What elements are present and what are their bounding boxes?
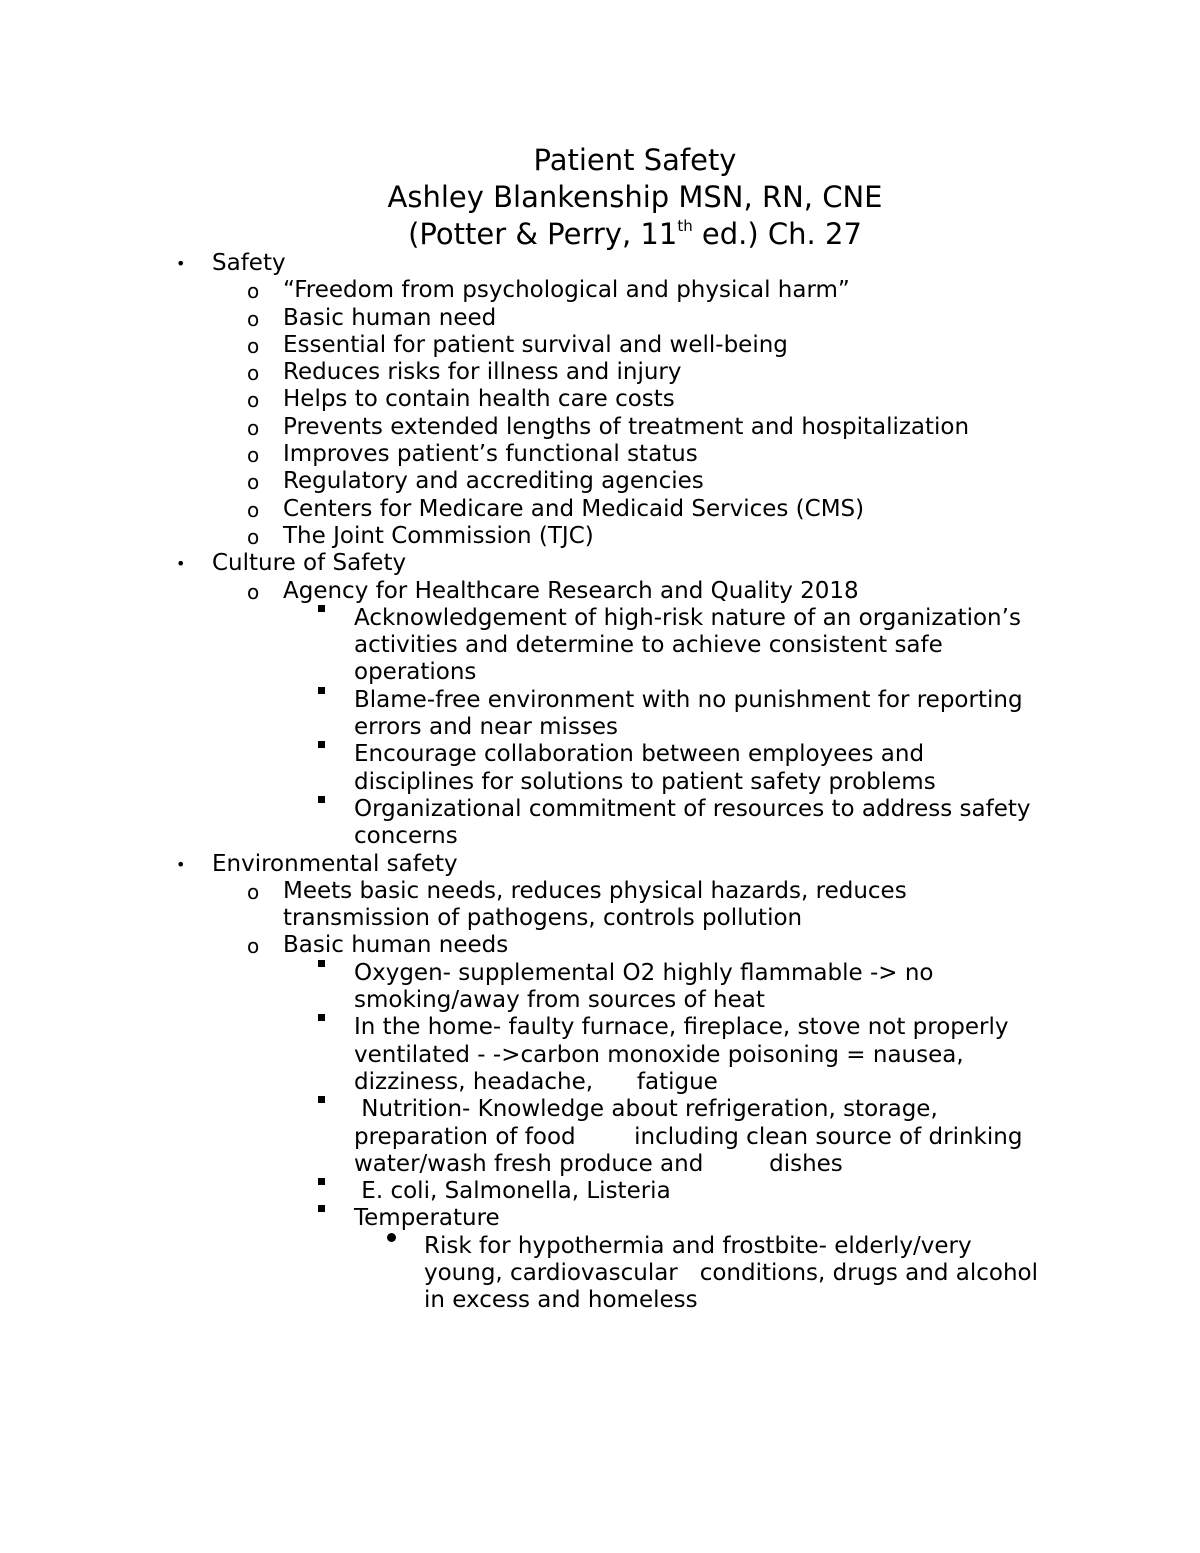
list-item: Acknowledgement of high-risk nature of an organization’s <box>0 605 1200 632</box>
list-item-continuation: smoking/away from sources of heat <box>354 987 765 1014</box>
square-marker <box>318 741 325 748</box>
list-item: Nutrition- Knowledge about refrigeration, storage, <box>0 1096 1200 1123</box>
square-marker <box>318 1096 325 1103</box>
circle-marker: o <box>247 279 260 304</box>
square-marker <box>318 1014 325 1021</box>
list-item: o Improves patient’s functional status <box>0 441 1200 468</box>
list-item: Blame-free environment with no punishment for reporting <box>0 687 1200 714</box>
list-item: Temperature <box>0 1205 1200 1232</box>
list-item: o The Joint Commission (TJC) <box>0 523 1200 550</box>
list-item: Risk for hypothermia and frostbite- elderly/very <box>0 1233 1200 1260</box>
document-header <box>0 142 1200 253</box>
list-item: Organizational commitment of resources to address safety <box>0 796 1200 823</box>
circle-marker: o <box>247 415 260 440</box>
outline-list <box>0 250 1200 1315</box>
list-item: • Environmental safety <box>176 850 458 877</box>
square-marker <box>318 796 325 803</box>
list-item: o “Freedom from psychological and physical harm” <box>0 277 1200 304</box>
list-item-continuation: preparation of food including clean source of drinking <box>354 1123 1023 1150</box>
list-item-continuation: transmission of pathogens, controls pollution <box>283 905 803 932</box>
list-item-continuation: in excess and homeless <box>424 1287 698 1314</box>
reference-line: (Potter & Perry, 11th ed.) Ch. 27 <box>408 217 862 251</box>
dot-marker <box>387 1233 396 1242</box>
bullet-marker: • <box>176 854 186 874</box>
circle-marker: o <box>247 579 260 604</box>
list-item: E. coli, Salmonella, Listeria <box>0 1178 1200 1205</box>
list-item: In the home- faulty furnace, fireplace, stove not properly <box>0 1014 1200 1041</box>
circle-marker: o <box>247 361 260 386</box>
list-item: Encourage collaboration between employees and <box>0 741 1200 768</box>
list-item: o Agency for Healthcare Research and Quality 2018 <box>0 578 1200 605</box>
list-item-continuation: operations <box>354 659 477 686</box>
superscript: th <box>677 217 693 235</box>
circle-marker: o <box>247 470 260 495</box>
list-item: o Regulatory and accrediting agencies <box>0 468 1200 495</box>
list-item-continuation: errors and near misses <box>354 714 619 741</box>
circle-marker: o <box>247 443 260 468</box>
list-item-continuation: disciplines for solutions to patient safety problems <box>354 768 936 795</box>
circle-marker: o <box>247 934 260 959</box>
list-item: o Prevents extended lengths of treatment and hospitalization <box>0 414 1200 441</box>
circle-marker: o <box>247 524 260 549</box>
square-marker <box>318 1178 325 1185</box>
page-title: Patient Safety <box>533 143 737 177</box>
author-line: Ashley Blankenship MSN, RN, CNE <box>387 180 883 214</box>
list-item: o Essential for patient survival and well-being <box>0 332 1200 359</box>
circle-marker: o <box>247 333 260 358</box>
square-marker <box>318 960 325 967</box>
square-marker <box>318 605 325 612</box>
list-item-continuation: young, cardiovascular conditions, drugs and alcohol <box>424 1259 1038 1286</box>
list-item-continuation: water/wash fresh produce and dishes <box>354 1150 843 1177</box>
list-item: • Safety <box>176 250 286 276</box>
list-item: Oxygen- supplemental O2 highly flammable -> no <box>0 960 1200 987</box>
list-item-continuation: dizziness, headache, fatigue <box>354 1068 718 1095</box>
circle-marker: o <box>247 879 260 904</box>
list-item: o Centers for Medicare and Medicaid Services (CMS) <box>0 496 1200 523</box>
list-item-continuation: activities and determine to achieve consistent safe <box>354 632 943 659</box>
square-marker <box>318 687 325 694</box>
list-item-continuation: ventilated - ->carbon monoxide poisoning = nausea, <box>354 1041 964 1068</box>
circle-marker: o <box>247 497 260 522</box>
square-marker <box>318 1205 325 1212</box>
list-item: • Culture of Safety <box>176 550 407 577</box>
circle-marker: o <box>247 388 260 413</box>
bullet-marker: • <box>176 554 186 574</box>
list-item: o Reduces risks for illness and injury <box>0 359 1200 386</box>
list-item-continuation: concerns <box>354 823 458 850</box>
list-item: o Basic human needs <box>0 932 1200 959</box>
bullet-marker: • <box>176 254 186 273</box>
list-item: o Meets basic needs, reduces physical hazards, reduces <box>0 878 1200 905</box>
list-item: o Basic human need <box>0 305 1200 332</box>
list-item: o Helps to contain health care costs <box>0 386 1200 413</box>
circle-marker: o <box>247 306 260 331</box>
